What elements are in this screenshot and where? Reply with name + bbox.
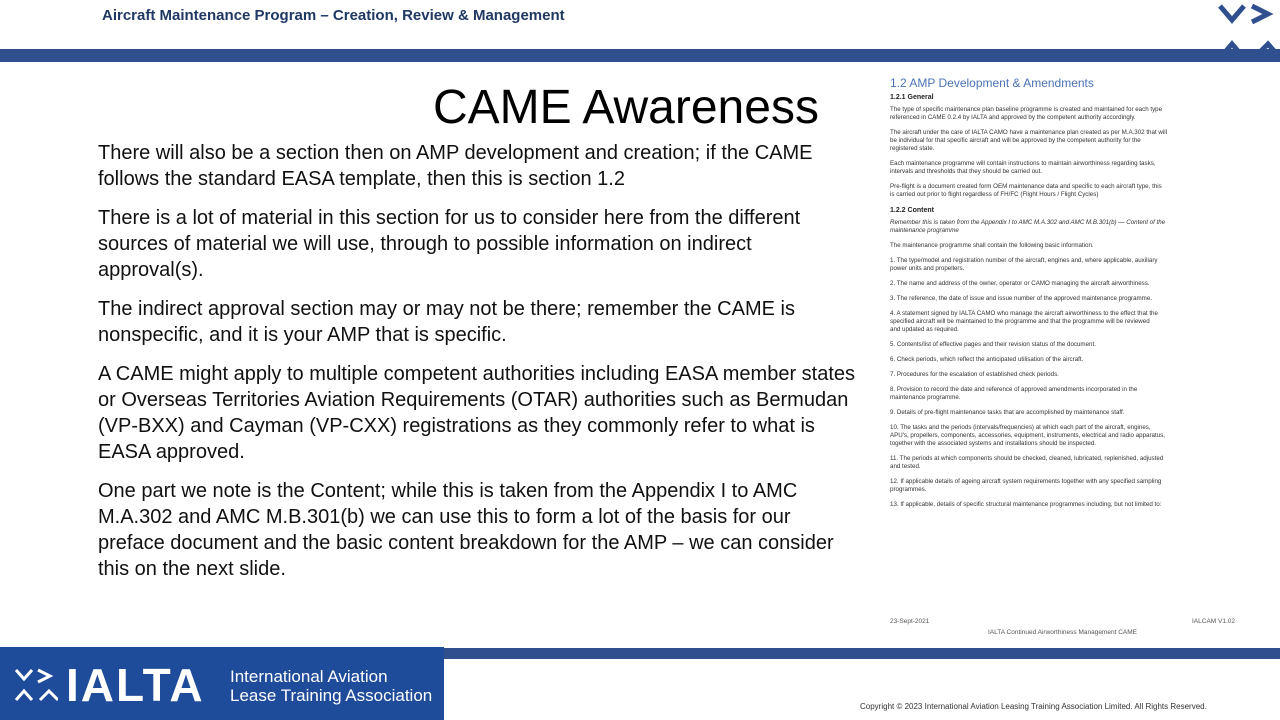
document-line-gap <box>890 122 1235 129</box>
body-paragraph: One part we note is the Content; while this is taken from the Appendix I to AMC M.A.302 and AMC M.B.301(b) we can use this to form a lot of the basis for our preface document and the basic content breakdown for the AMP – we can consider this on the next slide. <box>98 480 834 580</box>
document-line-gap <box>890 334 1235 341</box>
document-line: 3. The reference, the date of issue and issue number of the approved maintenance programme. <box>890 295 1152 302</box>
header-title: Aircraft Maintenance Program – Creation, Review & Management <box>102 7 565 24</box>
document-line-gap <box>890 273 1235 280</box>
document-footer-title: IALTA Continued Airworthiness Management CAME <box>988 629 1137 636</box>
document-subheading: 1.2.1 General <box>890 94 934 101</box>
document-line: The type of specific maintenance plan baseline programme is created and maintained for each type <box>890 106 1163 113</box>
document-line-gap <box>890 494 1235 501</box>
document-date: 23-Sept-2021 <box>890 618 930 625</box>
document-body <box>890 93 1235 516</box>
document-line: and tested. <box>890 463 921 470</box>
document-line: 10. The tasks and the periods (intervals/frequencies) at which each part of the aircraft, engines, <box>890 424 1151 431</box>
document-line-gap <box>890 417 1235 424</box>
ialta-brand-banner <box>0 647 444 720</box>
body-paragraph: There is a lot of material in this section for us to consider here from the different sources of material we will use, through to possible information on indirect approval(s). <box>98 207 801 281</box>
document-line-gap <box>890 349 1235 356</box>
document-line-gap <box>890 250 1235 257</box>
document-line: programmes. <box>890 486 927 493</box>
document-line: 13. If applicable, details of specific structural maintenance programmes including, but not limited to: <box>890 501 1162 508</box>
slide-title: CAME Awareness <box>433 81 819 134</box>
document-line-gap <box>890 448 1235 455</box>
document-line: The aircraft under the care of IALTA CAMO have a maintenance plan created as per M.A.302 that will <box>890 129 1167 136</box>
document-line-gap <box>890 176 1235 183</box>
document-line-gap <box>890 288 1235 295</box>
document-line: and updated as required. <box>890 326 959 333</box>
document-subheading: 1.2.2 Content <box>890 207 934 214</box>
came-document-excerpt <box>880 66 1240 646</box>
slide-body <box>98 140 858 595</box>
brand-subtitle-line: International Aviation <box>230 667 388 686</box>
document-line: registered state. <box>890 145 935 152</box>
document-line: 6. Check periods, which reflect the anticipated utilisation of the aircraft. <box>890 356 1084 363</box>
document-line: 5. Contents/list of effective pages and their revision status of the document. <box>890 341 1096 348</box>
header-divider <box>0 49 1280 62</box>
document-line: be individual for that specific aircraft and will be approved by the competent authority for the <box>890 137 1141 144</box>
document-line: The maintenance programme shall contain the following basic information. <box>890 242 1094 249</box>
document-line: 7. Procedures for the escalation of established check periods. <box>890 371 1059 378</box>
document-line-gap <box>890 379 1235 386</box>
document-line: referenced in CAME 0.2.4 by IALTA and approved by the competent authority accordingly. <box>890 114 1136 121</box>
document-line: Remember this is taken from the Appendix I to AMC M.A.302 and AMC M.B.301(b) — Content of the <box>890 219 1166 226</box>
document-line-gap <box>890 471 1235 478</box>
document-line-gap <box>890 235 1235 242</box>
document-line: Each maintenance programme will contain instructions to maintain airworthiness regarding tasks, <box>890 160 1156 167</box>
document-line-gap <box>890 364 1235 371</box>
document-line: Pre-flight is a document created form OEM maintenance data and specific to each aircraft type, this <box>890 183 1162 190</box>
document-line: 2. The name and address of the owner, operator or CAMO managing the aircraft airworthiness. <box>890 280 1150 287</box>
document-line: intervals and thresholds that they should be carried out. <box>890 168 1043 175</box>
document-line: together with the associated systems and installations should be inspected. <box>890 440 1097 447</box>
document-heading: 1.2 AMP Development & Amendments <box>890 76 1094 90</box>
ialta-mark-icon <box>14 667 58 703</box>
document-line: specified aircraft will be maintained to the programme and that the programme will be reviewed <box>890 318 1150 325</box>
document-line: 4. A statement signed by IALTA CAMO who manage the aircraft airworthiness to the effect that the <box>890 310 1158 317</box>
document-line-gap <box>890 153 1235 160</box>
document-line-gap <box>890 402 1235 409</box>
copyright-notice: Copyright © 2023 International Aviation Leasing Training Association Limited. All Rights Reserved. <box>860 702 1207 711</box>
document-line: is carried out prior to flight regardless of FH/FC (Flight Hours / Flight Cycles) <box>890 191 1099 198</box>
body-paragraph: The indirect approval section may or may not be there; remember the CAME is nonspecific, and it is your AMP that is specific. <box>98 298 795 346</box>
document-line: maintenance programme. <box>890 394 961 401</box>
document-line: APU's, propellers, components, accessories, equipment, instruments, electrical and radio apparatus, <box>890 432 1165 439</box>
document-line: power units and propellers. <box>890 265 965 272</box>
document-line: 12. If applicable details of ageing aircraft system requirements together with any specified sampling <box>890 478 1162 485</box>
body-paragraph: A CAME might apply to multiple competent authorities including EASA member states or Overseas Territories Aviation Requirements (OTAR) authorities such as Bermudan (VP-BXX) and Cayman (VP-CXX) registrations as they commonly refer to what is EASA approved. <box>98 363 856 463</box>
brand-subtitle-line: Lease Training Association <box>230 686 433 705</box>
document-line-gap <box>890 509 1235 516</box>
document-line: 11. The periods at which components should be checked, cleaned, lubricated, replenished, adjusted <box>890 455 1164 462</box>
document-line: maintenance programme <box>890 227 959 234</box>
document-line: 9. Details of pre-flight maintenance tasks that are accomplished by maintenance staff. <box>890 409 1125 416</box>
brand-subtitle <box>230 667 432 705</box>
document-line: 1. The type/model and registration number of the aircraft, engines and, where applicable, auxiliary <box>890 257 1158 264</box>
document-version: IALCAM V1.02 <box>1192 618 1235 625</box>
document-line: 8. Provision to record the date and reference of approved amendments incorporated in the <box>890 386 1138 393</box>
body-paragraph: There will also be a section then on AMP development and creation; if the CAME follows the standard EASA template, then this is section 1.2 <box>98 142 813 190</box>
document-line-gap <box>890 303 1235 310</box>
brand-name: IALTA <box>66 659 205 711</box>
document-line-gap <box>890 199 1235 206</box>
